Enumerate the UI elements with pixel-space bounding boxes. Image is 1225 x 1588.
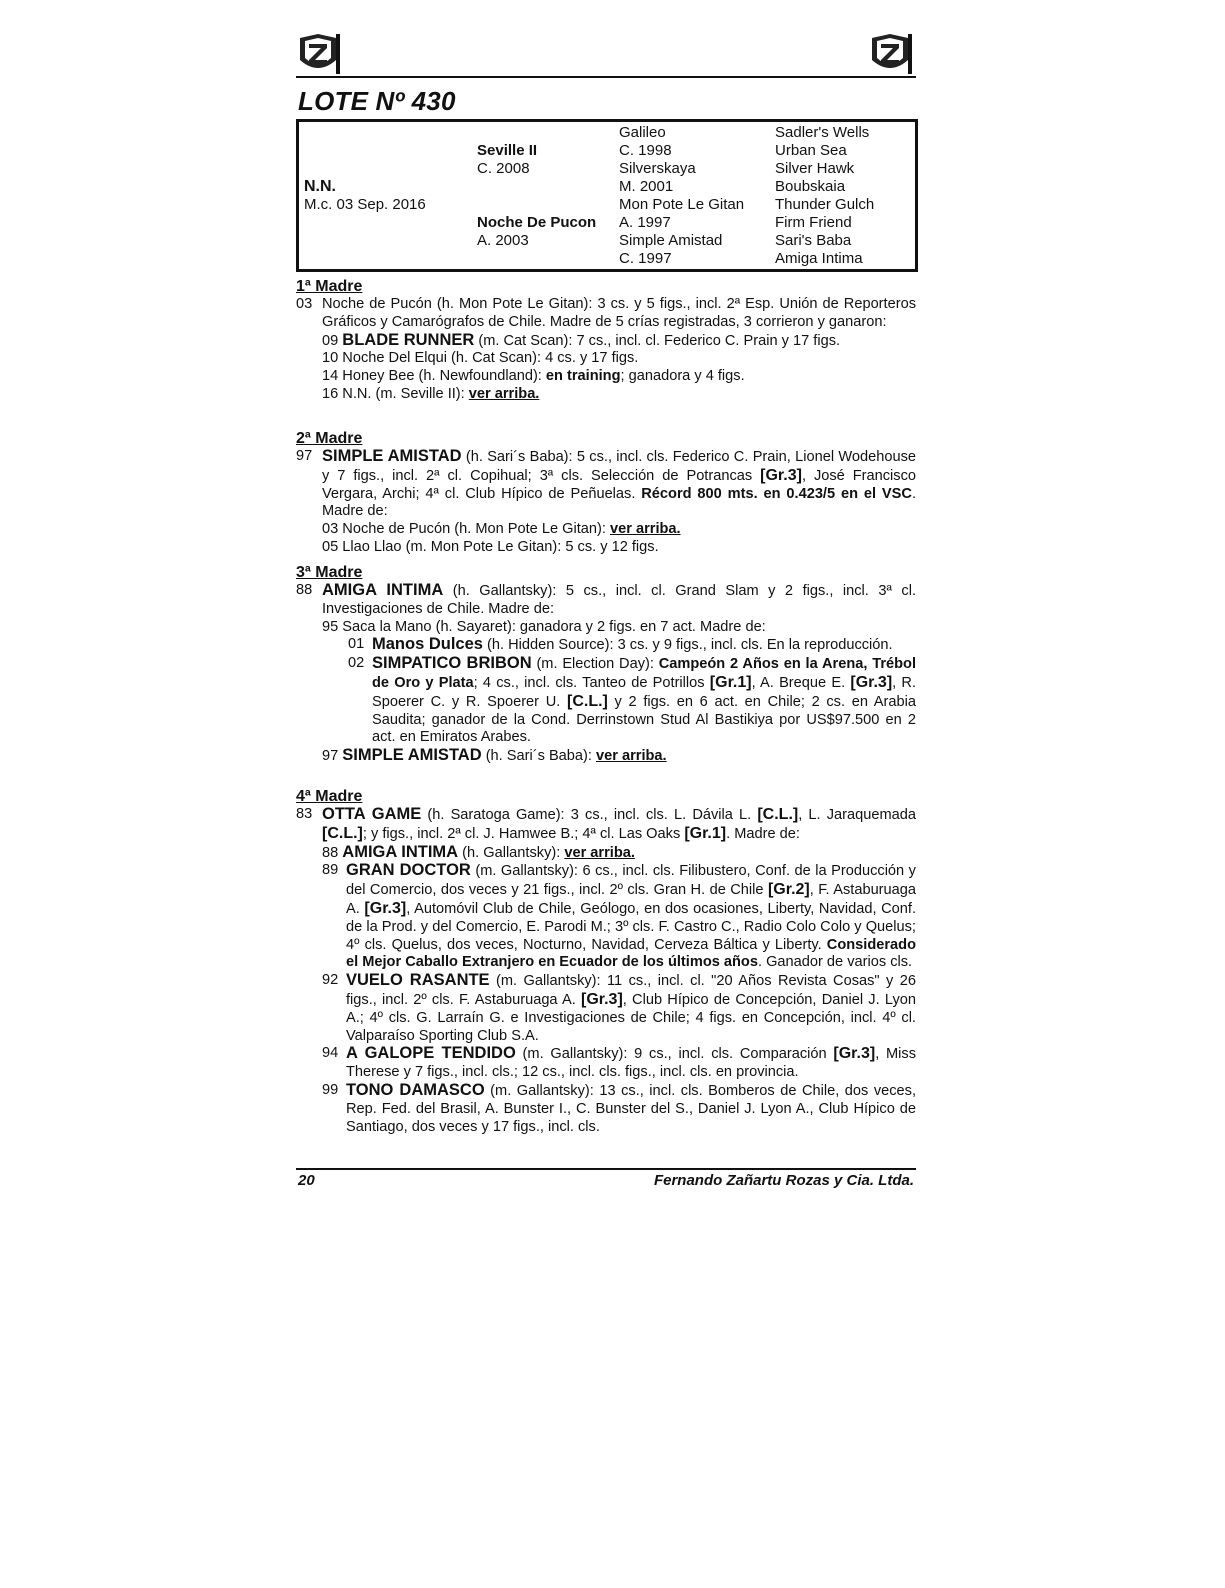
produce-entry bbox=[296, 655, 916, 747]
produce-entry: 10 Noche Del Elqui (h. Cat Scan): 4 cs. y 17 figs. bbox=[322, 350, 639, 367]
dam-entry bbox=[296, 448, 916, 521]
great-grandparent-cell: Silver Hawk bbox=[775, 160, 855, 177]
entry-status: en training bbox=[545, 368, 621, 385]
entry-horse-name: SIMPLE AMISTAD bbox=[322, 447, 462, 465]
entry-text: (m. Gallantsky): 13 cs., incl. cls. Bomberos de Chile, dos veces, Rep. Fed. del Brasil, A. Bunster I., C. Bunster del S., Daniel J. Lyon A., Club Hípico de Santiago, dos veces y 17 figs., incl. cls. bbox=[346, 1082, 917, 1135]
entry-horse-name: SIMPATICO BRIBON bbox=[372, 654, 532, 673]
dam-entry bbox=[296, 806, 916, 844]
grade-badge: [C.L.] bbox=[322, 824, 363, 842]
produce-entry bbox=[296, 636, 916, 655]
produce-entry: 05 Llao Llao (m. Mon Pote Le Gitan): 5 cs. y 12 figs. bbox=[322, 538, 659, 555]
section-second-dam bbox=[296, 430, 916, 557]
entry-horse-name: AMIGA INTIMA bbox=[322, 581, 444, 599]
grade-badge: [Gr.1] bbox=[684, 824, 727, 842]
entry-year: 02 bbox=[348, 655, 365, 672]
entry-text: . Ganador de varios cls. bbox=[757, 954, 913, 971]
entry-horse-name: SIMPLE AMISTAD bbox=[342, 746, 482, 765]
sire-info: C. 2008 bbox=[477, 160, 530, 177]
produce-entry bbox=[296, 386, 916, 404]
great-grandparent-cell: Amiga Intima bbox=[775, 250, 863, 267]
produce-entry: 95 Saca la Mano (h. Sayaret): ganadora y 2 figs. en 7 act. Madre de: bbox=[322, 618, 766, 635]
entry-text: , Automóvil Club de Chile, Geólogo, en dos ocasiones, Liberty, Navidad, Conf. de la Prod. y del Comercio, E. Parodi M.; 3º cls. F. Castro C., Radio Colo Colo y Quelus; 4º cls. Quelus, dos veces, Nocturno, Navidad, Cerveza Báltica y Liberty. bbox=[346, 900, 917, 953]
grade-badge: [C.L.] bbox=[757, 806, 799, 823]
entry-text: , José Francisco Vergara, Archi; 4ª cl. Club Hípico de Peñuelas. bbox=[322, 467, 916, 502]
grade-badge: [C.L.] bbox=[567, 692, 608, 710]
entry-text: (m. Gallantsky): 9 cs., incl. cls. Comparación bbox=[515, 1046, 834, 1063]
produce-entry bbox=[296, 332, 916, 351]
great-grandparent-cell: Boubskaia bbox=[775, 178, 846, 195]
entry-horse-name: AMIGA INTIMA bbox=[342, 842, 459, 861]
entry-text: (m. Gallantsky): 6 cs., incl. cls. Filibustero, Conf. de la Producción y del Comercio, dos veces y 21 figs., incl. 2º cls. Gran H. de Chile bbox=[346, 863, 916, 899]
great-grandparent-cell: Sari's Baba bbox=[775, 232, 852, 249]
grandparent-cell: Galileo bbox=[619, 124, 666, 141]
produce-entry bbox=[296, 844, 916, 863]
horse-name: N.N. bbox=[304, 178, 336, 195]
see-above-link[interactable]: ver arriba. bbox=[610, 521, 681, 538]
great-grandparent-cell: Urban Sea bbox=[775, 142, 847, 159]
entry-text: ; 4 cs., incl. cls. Tanteo de Potrillos bbox=[473, 674, 710, 691]
section-first-dam bbox=[296, 278, 916, 404]
pedigree-table bbox=[296, 119, 918, 272]
produce-entry bbox=[296, 862, 916, 972]
entry-text: , Club Hípico de Concepción, Daniel J. Lyon A.; 4º cls. G. Larraín G. e Investigaciones de Chile; 4 figs. en Concepción, incl. 4º cl. Valparaíso Sporting Club S.A. bbox=[346, 991, 916, 1044]
grandparent-cell: Silverskaya bbox=[619, 160, 696, 177]
section-title: 3ª Madre bbox=[296, 564, 363, 581]
dam-name: Noche De Pucon bbox=[477, 214, 597, 231]
dam-info: A. 2003 bbox=[477, 232, 529, 249]
champion-text: Campeón 2 Años en la Arena, Trébol de Oro y Plata bbox=[372, 656, 916, 691]
grandparent-cell: C. 1997 bbox=[619, 250, 672, 267]
entry-year: 97 bbox=[296, 448, 313, 464]
grade-badge: [Gr.3] bbox=[833, 1045, 876, 1063]
entry-text: ; ganadora y 4 figs. bbox=[620, 368, 745, 385]
entry-year: 88 bbox=[322, 844, 339, 861]
entry-year: 03 bbox=[296, 296, 313, 312]
entry-text: 03 Noche de Pucón (h. Mon Pote Le Gitan): bbox=[322, 521, 610, 538]
page-footer bbox=[296, 1168, 916, 1192]
produce-entry bbox=[296, 747, 916, 766]
grandparent-cell: A. 1997 bbox=[619, 214, 671, 231]
entry-text: , A. Breque E. bbox=[751, 674, 851, 691]
entry-text: ; y figs., incl. 2ª cl. J. Hamwee B.; 4ª cl. Las Oaks bbox=[362, 825, 685, 842]
entry-year: 89 bbox=[322, 862, 339, 879]
grandparent-cell: Simple Amistad bbox=[619, 232, 723, 249]
entry-text: (m. Gallantsky): 11 cs., incl. cl. "20 Años Revista Cosas" y 26 figs., incl. 2º cls. F. Astaburuaga A. bbox=[346, 973, 917, 1008]
section-title: 1ª Madre bbox=[296, 278, 363, 295]
entry-horse-name: BLADE RUNNER bbox=[342, 330, 475, 349]
produce-entry bbox=[296, 521, 916, 539]
record-text: Récord 800 mts. en 0.423/5 en el VSC bbox=[641, 485, 912, 502]
see-above-link[interactable]: ver arriba. bbox=[564, 844, 635, 861]
dam-entry bbox=[296, 582, 916, 619]
sire-name: Seville II bbox=[477, 142, 538, 159]
produce-entry bbox=[296, 972, 916, 1045]
entry-year: 01 bbox=[348, 636, 365, 653]
section-fourth-dam bbox=[296, 788, 916, 1136]
entry-year: 97 bbox=[322, 748, 339, 765]
entry-text: Noche de Pucón (h. Mon Pote Le Gitan): 3 cs. y 5 figs., incl. 2ª Esp. Unión de Reporteros Gráficos y Camarógrafos de Chile. Madre de 5 crías registradas, 3 corrieron y ganaron: bbox=[322, 296, 916, 330]
see-above-link[interactable]: ver arriba. bbox=[468, 385, 540, 402]
dam-entry bbox=[296, 296, 916, 332]
produce-entry bbox=[296, 368, 916, 386]
grade-badge: [Gr.3] bbox=[364, 899, 407, 917]
entry-text: (h. Gallantsky): 5 cs., incl. cl. Grand Slam y 2 figs., incl. 3ª cl. Investigaciones de Chile. Madre de: bbox=[322, 583, 916, 617]
entry-text: (h. Sari´s Baba): bbox=[481, 748, 596, 765]
entry-text: , Miss Therese y 7 figs., incl. cls.; 12 cs., incl. cls. figs., incl. cls. en provincia. bbox=[346, 1046, 916, 1081]
entry-text: (h. Saratoga Game): 3 cs., incl. cls. L. Dávila L. bbox=[421, 807, 758, 823]
section-title: 2ª Madre bbox=[296, 430, 363, 447]
entry-year: 88 bbox=[296, 582, 313, 598]
see-above-link[interactable]: ver arriba. bbox=[596, 748, 667, 765]
entry-horse-name: GRAN DOCTOR bbox=[346, 861, 471, 880]
grandparent-cell: C. 1998 bbox=[619, 142, 672, 159]
header-rule bbox=[296, 76, 916, 78]
company-logo-left bbox=[296, 30, 342, 76]
grade-badge: [Gr.1] bbox=[709, 673, 752, 691]
entry-year: 09 bbox=[322, 332, 339, 349]
entry-text: (h. Hidden Source): 3 cs. y 9 figs., incl. cls. En la reproducción. bbox=[482, 637, 893, 654]
horse-info: M.c. 03 Sep. 2016 bbox=[304, 196, 426, 213]
grade-badge: [Gr.2] bbox=[767, 881, 810, 899]
company-name: Fernando Zañartu Rozas y Cia. Ltda. bbox=[653, 1172, 914, 1189]
produce-entry bbox=[296, 1045, 916, 1082]
great-grandparent-cell: Sadler's Wells bbox=[775, 124, 870, 141]
grandparent-cell: M. 2001 bbox=[619, 178, 674, 195]
entry-year: 92 bbox=[322, 972, 339, 989]
grade-badge: [Gr.3] bbox=[850, 673, 893, 691]
entry-text: . Madre de: bbox=[322, 485, 916, 520]
entry-horse-name: TONO DAMASCO bbox=[346, 1080, 485, 1099]
lot-title: LOTE Nº 430 bbox=[298, 86, 456, 116]
page-number: 20 bbox=[298, 1172, 315, 1189]
produce-entry bbox=[296, 1082, 916, 1136]
entry-text: , F. Astaburuaga A. bbox=[346, 882, 917, 917]
entry-year: 94 bbox=[322, 1045, 339, 1062]
grandparent-cell: Mon Pote Le Gitan bbox=[619, 196, 745, 213]
entry-text: y 2 figs. en 6 act. en Chile; 2 cs. en Arabia Saudita; ganador de la Cond. Derrinstown Stud Al Bastikiya por US$97.500 en 2 act. en Emiratos Arabes. bbox=[372, 693, 916, 746]
company-logo-right bbox=[868, 30, 914, 76]
entry-text: , L. Jaraquemada bbox=[798, 807, 916, 823]
entry-text: (m. Cat Scan): 7 cs., incl. cl. Federico C. Prain y 17 figs. bbox=[474, 332, 841, 349]
grade-badge: [Gr.3] bbox=[760, 466, 802, 484]
entry-text: 16 N.N. (m. Seville II): bbox=[322, 385, 469, 402]
entry-horse-name: Manos Dulces bbox=[372, 635, 483, 654]
entry-text: (m. Election Day): bbox=[531, 656, 659, 673]
grade-badge: [Gr.3] bbox=[580, 990, 623, 1008]
entry-year: 99 bbox=[322, 1081, 339, 1098]
great-grandparent-cell: Firm Friend bbox=[775, 214, 852, 231]
entry-horse-name: A GALOPE TENDIDO bbox=[346, 1044, 516, 1063]
entry-horse-name: OTTA GAME bbox=[322, 805, 422, 823]
entry-text: , R. Spoerer C. y R. Spoerer U. bbox=[372, 674, 917, 710]
entry-text: (h. Sari´s Baba): 5 cs., incl. cls. Federico C. Prain, Lionel Wodehouse y 7 figs., incl. 2ª cl. Copihual; 3ª cls. Selección de Potrancas bbox=[322, 449, 916, 484]
entry-year: 83 bbox=[296, 806, 313, 822]
section-third-dam bbox=[296, 564, 916, 766]
award-text: Considerado el Mejor Caballo Extranjero en Ecuador de los últimos años bbox=[346, 936, 916, 971]
entry-text: 14 Honey Bee (h. Newfoundland): bbox=[322, 368, 546, 385]
entry-text: (h. Gallantsky): bbox=[458, 844, 565, 861]
great-grandparent-cell: Thunder Gulch bbox=[775, 196, 875, 213]
entry-horse-name: VUELO RASANTE bbox=[346, 971, 490, 990]
section-title: 4ª Madre bbox=[296, 788, 363, 805]
entry-text: . Madre de: bbox=[726, 825, 800, 842]
